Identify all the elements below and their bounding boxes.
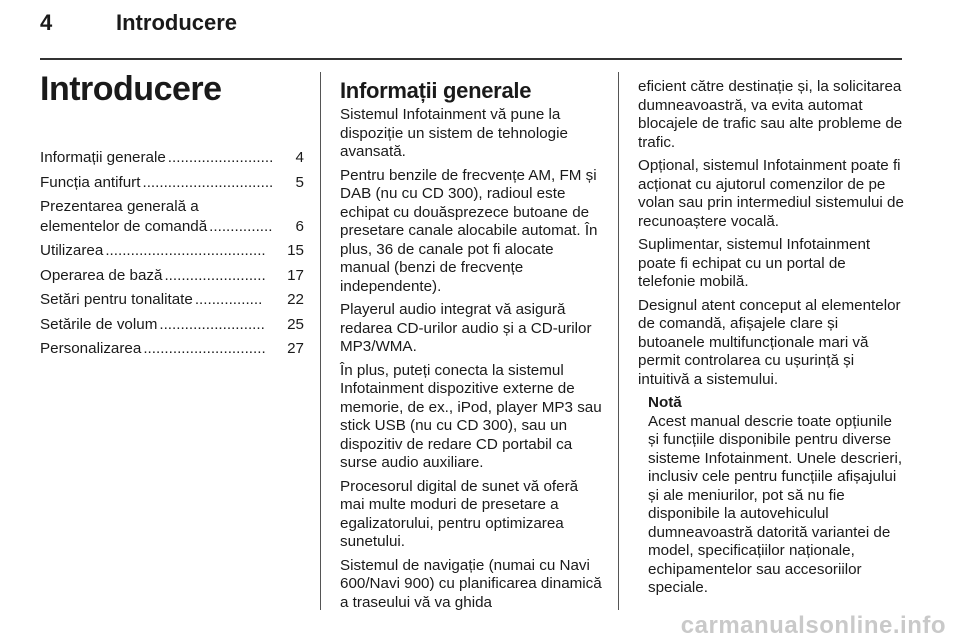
column-divider	[618, 72, 619, 610]
toc-entry-text: Funcția antifurt	[40, 173, 141, 191]
body-paragraph: Procesorul digital de sunet vă oferă mai multe moduri de presetare a egalizatorului, pentru optimizarea sunetului.	[340, 477, 579, 550]
text-column-right	[638, 78, 904, 598]
toc-leader-dots: .........................	[167, 149, 274, 166]
page-number: 4	[40, 10, 53, 35]
toc-leader-dots: ........................	[164, 266, 266, 284]
toc-page-number: 6	[295, 217, 304, 235]
site-watermark: carmanualsonline.info	[680, 612, 946, 639]
toc-leader-dots: ...............	[209, 217, 273, 235]
toc-page-number: 5	[295, 173, 304, 191]
toc-entry-general-info[interactable]	[40, 148, 304, 168]
toc-entry-personalization[interactable]	[40, 339, 304, 359]
toc-page-number: 22	[287, 291, 304, 308]
note-box	[648, 394, 904, 598]
running-header-title: Introducere	[116, 10, 238, 35]
toc-leader-dots: .........................	[159, 315, 265, 333]
toc-page-number: 17	[287, 266, 304, 284]
toc-entry-text: elementelor de comandă	[40, 217, 208, 235]
body-paragraph: Suplimentar, sistemul Infotainment poate fi echipat cu un portal de telefonie mobilă.	[638, 236, 871, 290]
body-paragraph: Playerul audio integrat vă asigură redarea CD-urilor audio și a CD-urilor MP3/WMA.	[340, 301, 592, 355]
toc-entry-usage[interactable]	[40, 241, 304, 261]
toc-entry-text: Utilizarea	[40, 242, 104, 259]
toc-leader-dots: ...............................	[142, 173, 274, 191]
body-paragraph: Designul atent conceput al elementelor de comandă, afișajele clare și butoanele multifuncționale mari vă permit controlarea cu ușurință și intuitivă a sistemului.	[638, 296, 901, 388]
toc-entry-text: Informații generale	[40, 149, 166, 166]
toc-leader-dots: ......................................	[105, 242, 266, 259]
toc-leader-dots: .............................	[143, 340, 266, 357]
column-divider	[320, 72, 321, 610]
note-title: Notă	[648, 394, 682, 411]
toc-leader-dots: ................	[194, 291, 263, 308]
toc-entry-text: Setări pentru tonalitate	[40, 291, 193, 308]
body-paragraph: Opțional, sistemul Infotainment poate fi acționat cu ajutorul comenzilor de pe volan sau prin intermediul sistemului de recunoaștere vocală.	[638, 157, 904, 230]
chapter-title: Introducere	[40, 70, 222, 108]
toc-page-number: 15	[287, 242, 304, 259]
toc-page-number: 25	[287, 315, 304, 333]
body-paragraph: Sistemul Infotainment vă pune la dispoziție un sistem de tehnologie avansată.	[340, 106, 568, 160]
toc-entry-text: Personalizarea	[40, 340, 142, 357]
body-paragraph: eficient către destinație și, la solicitarea dumneavoastră, va evita automat blocajele de trafic sau alte probleme de trafic.	[638, 78, 903, 151]
body-paragraph: Pentru benzile de frecvențe AM, FM și DAB (nu cu CD 300), radioul este echipat cu douăsprezece butoane de presetare canale alocabile automat. În plus, 36 de canale pot fi alocate manual (benzi de frecvențe independente).	[340, 166, 598, 295]
toc-entry-tone-settings[interactable]	[40, 290, 304, 310]
toc-entry-text: Operarea de bază	[40, 266, 163, 284]
toc-page-number: 4	[295, 149, 304, 166]
toc-entry-text: Prezentarea generală a	[40, 198, 199, 215]
body-paragraph: Sistemul de navigație (numai cu Navi 600/Navi 900) cu planificarea dinamică a traseului vă va ghida	[340, 556, 602, 611]
body-paragraph: În plus, puteți conecta la sistemul Infotainment dispozitive externe de memorie, de ex., iPod, player MP3 sau stick USB (nu cu CD 300), sau un dispozitiv de redare CD portabil ca surse audio auxiliare.	[340, 361, 602, 471]
note-text: Acest manual descrie toate opțiunile și funcțiile disponibile pentru diverse sisteme Infotainment. Unele descrieri, inclusiv cele pentru funcțiile afișajului și ale meniurilor, pot să nu fie disponibile la autovehiculul dumneavoastră datorită variantei de model, specificațiilor naționale, echipamentelor sau accesoriilor speciale.	[648, 412, 903, 596]
toc-entry-text: Setările de volum	[40, 315, 158, 333]
toc-entry-basic-operation[interactable]	[40, 266, 304, 286]
toc-page-number: 27	[287, 340, 304, 357]
toc-entry-volume-settings[interactable]	[40, 315, 304, 335]
text-column-middle	[340, 78, 606, 617]
toc-entry-controls-overview[interactable]	[40, 197, 304, 236]
section-heading: Informații generale	[340, 78, 532, 103]
table-of-contents	[40, 148, 304, 364]
toc-entry-antitheft[interactable]	[40, 173, 304, 193]
header-divider	[40, 58, 902, 60]
